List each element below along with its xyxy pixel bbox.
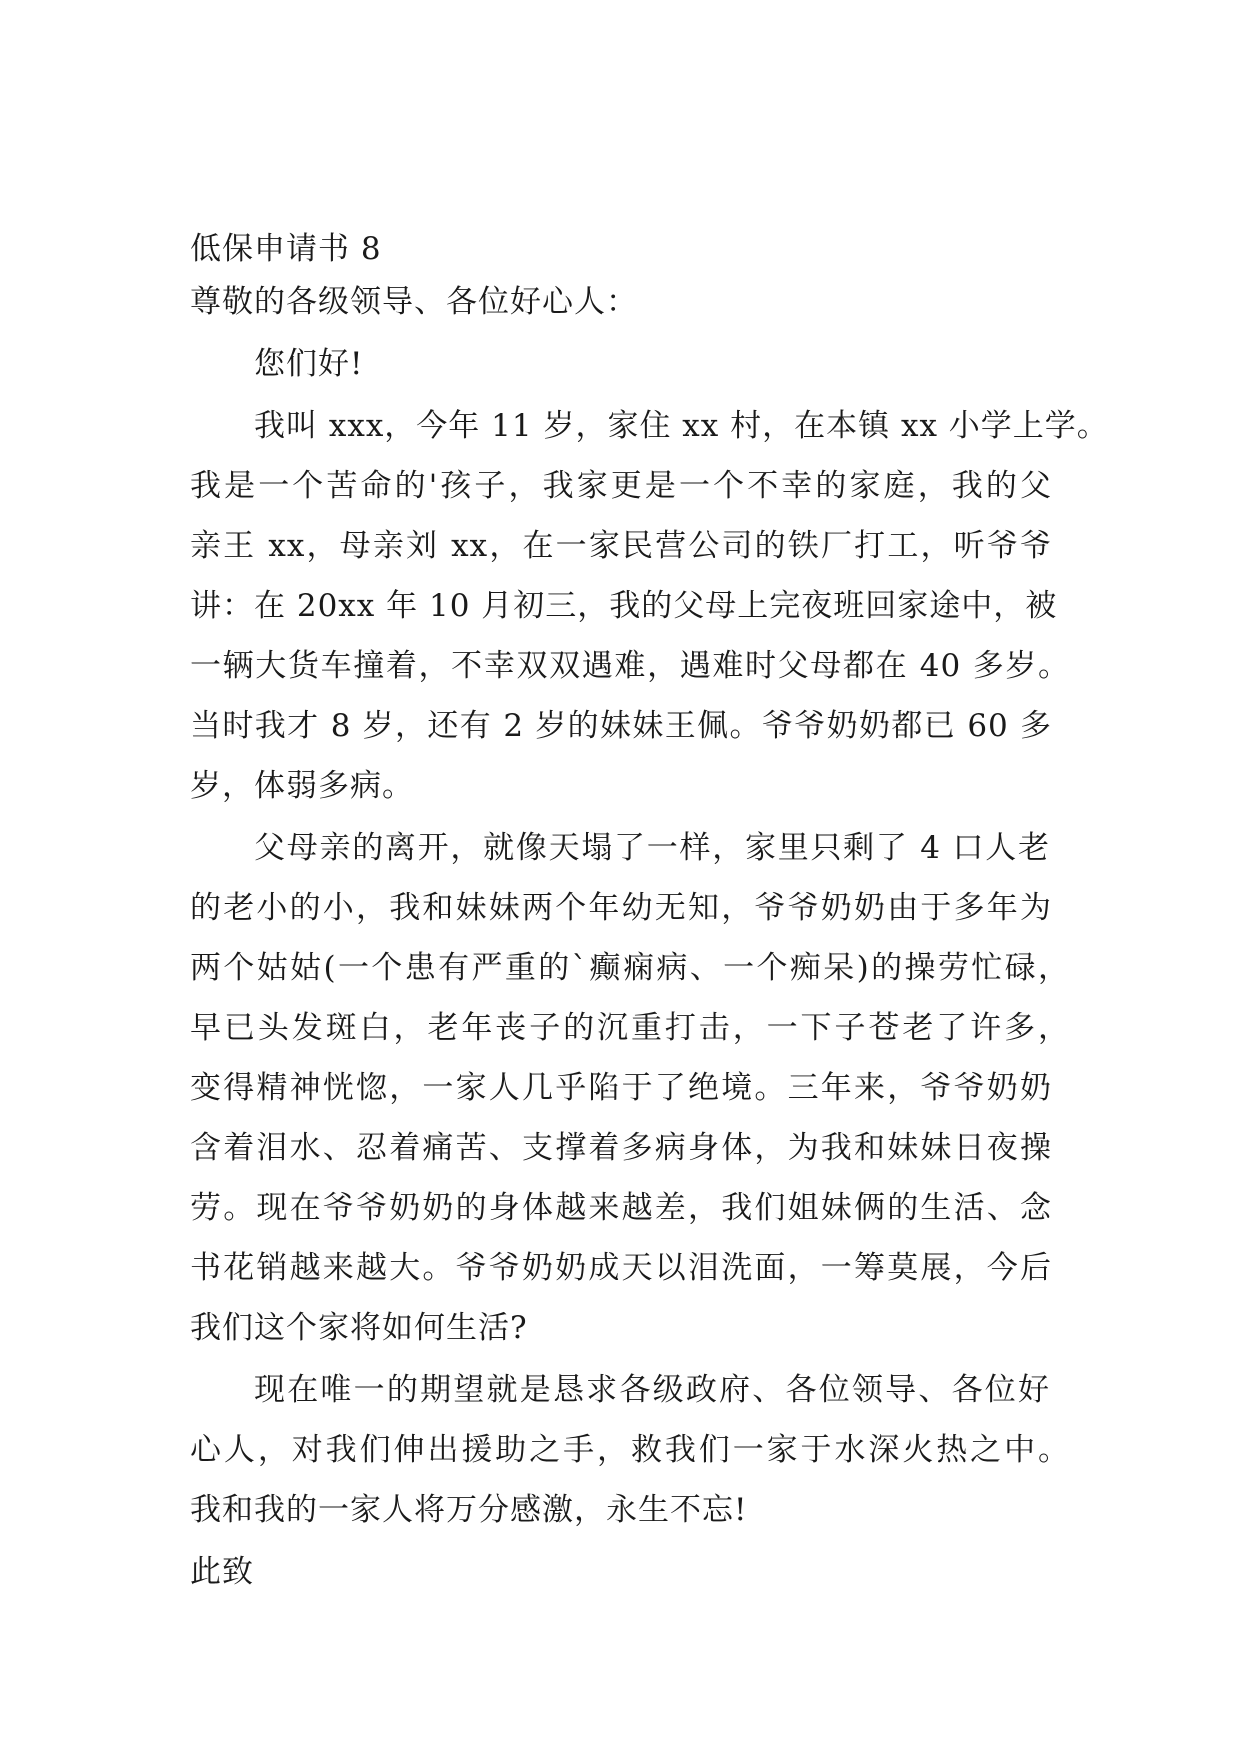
paragraph-line: 讲：在 20xx 年 10 月初三，我的父母上完夜班回家途中，被	[190, 588, 1058, 624]
paragraph-line: 变得精神恍惚，一家人几乎陷于了绝境。三年来，爷爷奶奶	[190, 1070, 1052, 1106]
paragraph-line: 当时我才 8 岁，还有 2 岁的妹妹王佩。爷爷奶奶都已 60 多	[190, 708, 1052, 744]
paragraph-line: 书花销越来越大。爷爷奶奶成天以泪洗面，一筹莫展，今后	[190, 1250, 1052, 1286]
paragraph-line: 早已头发斑白，老年丧子的沉重打击，一下子苍老了许多，	[190, 1010, 1070, 1046]
paragraph-line: 我和我的一家人将万分感激，永生不忘!	[190, 1492, 748, 1528]
paragraph-line: 亲王 xx，母亲刘 xx，在一家民营公司的铁厂打工，听爷爷	[190, 528, 1052, 564]
salutation: 尊敬的各级领导、各位好心人：	[190, 284, 638, 320]
paragraph-line: 我叫 xxx，今年 11 岁，家住 xx 村，在本镇 xx 小学上学。	[254, 408, 1109, 444]
paragraph-line: 现在唯一的期望就是恳求各级政府、各位领导、各位好	[254, 1372, 1050, 1408]
paragraph-line: 一辆大货车撞着，不幸双双遇难，遇难时父母都在 40 多岁。	[190, 648, 1070, 684]
paragraph-line: 两个姑姑(一个患有严重的`癫痫病、一个痴呆)的操劳忙碌，	[190, 950, 1070, 986]
paragraph-line: 我们这个家将如何生活?	[190, 1310, 528, 1346]
paragraph-line: 劳。现在爷爷奶奶的身体越来越差，我们姐妹俩的生活、念	[190, 1190, 1052, 1226]
paragraph-line: 我是一个苦命的'孩子，我家更是一个不幸的家庭，我的父	[190, 468, 1052, 504]
paragraph-line: 父母亲的离开，就像天塌了一样，家里只剩了 4 口人老	[254, 830, 1050, 866]
paragraph-line: 含着泪水、忍着痛苦、支撑着多病身体，为我和妹妹日夜操	[190, 1130, 1052, 1166]
greeting: 您们好!	[254, 346, 364, 382]
paragraph-line: 岁，体弱多病。	[190, 768, 414, 804]
paragraph-line: 的老小的小，我和妹妹两个年幼无知，爷爷奶奶由于多年为	[190, 890, 1052, 926]
closing: 此致	[190, 1554, 254, 1590]
document-title: 低保申请书 8	[190, 231, 382, 267]
paragraph-line: 心人，对我们伸出援助之手，救我们一家于水深火热之中。	[190, 1432, 1070, 1468]
